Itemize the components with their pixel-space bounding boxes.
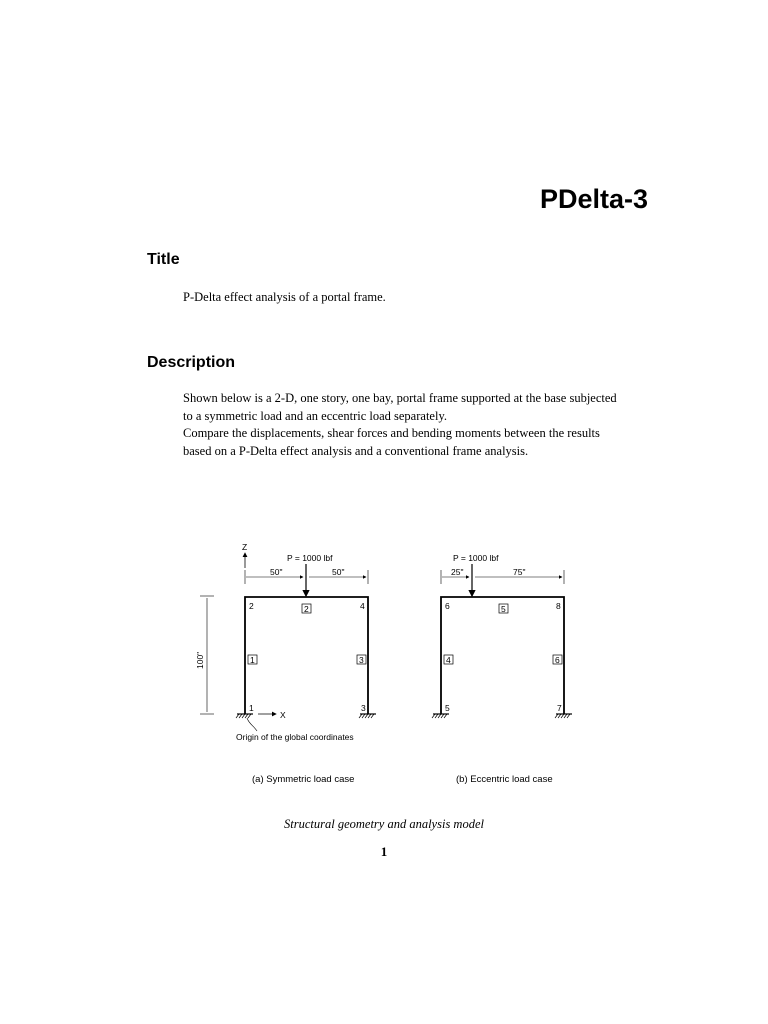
case-b-diagram <box>432 553 572 785</box>
x-axis-label: X <box>280 710 286 720</box>
element-5: 5 <box>501 604 506 614</box>
node-5: 5 <box>445 703 450 713</box>
node-4: 4 <box>360 601 365 611</box>
node-1: 1 <box>249 703 254 713</box>
page-number: 1 <box>380 844 388 859</box>
case-b-frame <box>441 597 564 714</box>
description-line: based on a P-Delta effect analysis and a conventional frame analysis. <box>183 443 529 458</box>
description-line: to a symmetric load and an eccentric load separately. <box>183 408 448 423</box>
case-a-load-label: P = 1000 lbf <box>287 553 333 563</box>
element-6: 6 <box>555 655 560 665</box>
title-text: P-Delta effect analysis of a portal frame. <box>183 290 386 304</box>
element-4: 4 <box>446 655 451 665</box>
description-line: Compare the displacements, shear forces and bending moments between the results <box>183 426 600 440</box>
case-a-subcaption: (a) Symmetric load case <box>252 774 355 785</box>
element-2: 2 <box>304 604 309 614</box>
case-a-dim-left: 50" <box>270 567 283 577</box>
figure-caption: Structural geometry and analysis model <box>284 817 484 831</box>
case-b-dim-left: 25" <box>451 567 464 577</box>
node-3: 3 <box>361 703 366 713</box>
case-b-load-label: P = 1000 lbf <box>453 553 499 563</box>
origin-label: Origin of the global coordinates <box>236 732 354 742</box>
case-a-frame <box>245 597 368 714</box>
height-dim-label: 100" <box>195 651 205 669</box>
description-heading: Description <box>147 354 236 371</box>
case-b-support-right <box>555 714 572 718</box>
case-a-support-right <box>359 714 376 718</box>
element-1: 1 <box>250 655 255 665</box>
z-axis-label: Z <box>242 542 248 552</box>
case-a-support-left <box>236 714 253 718</box>
case-b-subcaption: (b) Eccentric load case <box>456 774 553 785</box>
document-id-title: PDelta-3 <box>540 184 649 214</box>
case-b-dim-right: 75" <box>513 567 526 577</box>
case-a-dim-right: 50" <box>332 567 345 577</box>
node-6: 6 <box>445 601 450 611</box>
case-b-support-left <box>432 714 449 718</box>
case-a-diagram <box>195 542 376 785</box>
node-2: 2 <box>249 601 254 611</box>
element-3: 3 <box>359 655 364 665</box>
description-line: Shown below is a 2-D, one story, one bay, portal frame supported at the base subjected <box>183 391 617 405</box>
node-7: 7 <box>557 703 562 713</box>
title-heading: Title <box>147 251 180 268</box>
origin-leader <box>247 718 257 731</box>
node-8: 8 <box>556 601 561 611</box>
